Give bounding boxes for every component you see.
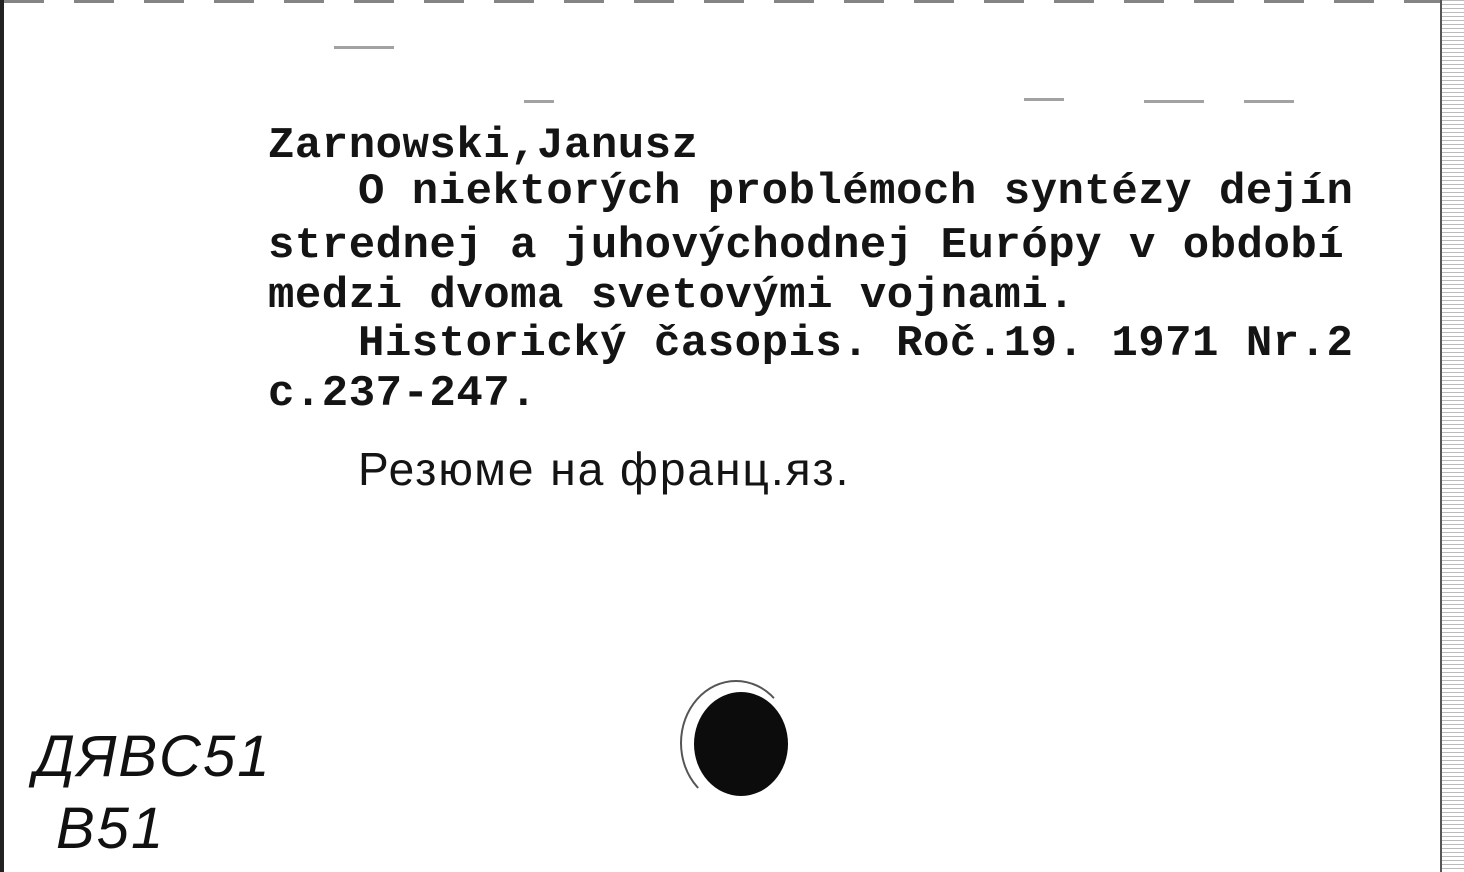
smudge-mark (1024, 98, 1064, 101)
source-pages: c.237-247. (268, 369, 538, 419)
summary-note: Резюме на франц.яз. (358, 443, 851, 495)
punch-hole (694, 692, 788, 796)
smudge-mark (1244, 100, 1294, 103)
title-line-3: medzi dvoma svetovými vojnami. (268, 271, 1076, 321)
smudge-mark (1144, 100, 1204, 103)
shelfmark-line-1: ДЯBC51 (34, 724, 272, 789)
shelfmark-line-2: B51 (56, 796, 166, 861)
smudge-mark (524, 100, 554, 103)
card-top-edge (4, 0, 1464, 3)
source-line-1: Historický časopis. Roč.19. 1971 Nr.2 (358, 319, 1354, 369)
author-heading: Zarnowski,Janusz (268, 121, 699, 171)
card-right-edge (1440, 0, 1464, 872)
title-line-1: O niektorých problémoch syntézy dejín (358, 167, 1354, 217)
title-line-2: strednej a juhovýchodnej Európy v období (268, 221, 1345, 271)
smudge-mark (334, 46, 394, 49)
